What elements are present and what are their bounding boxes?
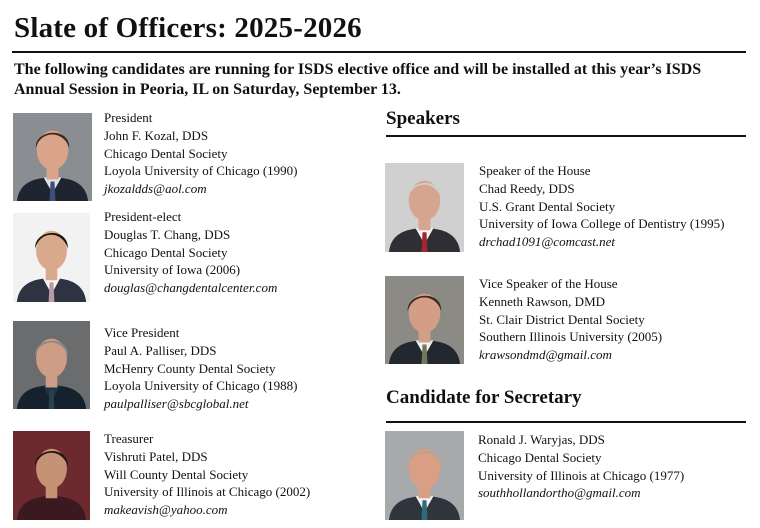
officer-school: University of Iowa (2006)	[104, 262, 241, 278]
officer-role: President	[104, 110, 153, 125]
speakers-rule	[386, 135, 746, 137]
officer-email[interactable]: douglas@changdentalcenter.com	[104, 280, 278, 296]
speaker-role: Speaker of the House	[479, 163, 591, 178]
photo-tie	[422, 232, 428, 252]
officer-card	[104, 324, 298, 413]
speaker-email[interactable]: drchad1091@comcast.net	[479, 234, 616, 250]
photo-tie	[49, 500, 55, 520]
portrait-photo	[13, 213, 90, 302]
speaker-society: St. Clair District Dental Society	[479, 311, 645, 327]
speaker-role: Vice Speaker of the House	[479, 276, 618, 291]
speaker-school: Southern Illinois University (2005)	[479, 329, 663, 345]
title-rule	[12, 51, 746, 53]
speaker-name: Kenneth Rawson, DMD	[479, 293, 606, 309]
portrait-photo	[13, 431, 90, 520]
speaker-card	[479, 275, 662, 364]
photo-tie	[422, 344, 428, 364]
officer-role: Treasurer	[104, 431, 154, 446]
intro-text: The following candidates are running for ISDS elective office and will be installed at this year’s ISDS Annual Session in Peoria, IL on Saturday, September 13.	[14, 61, 702, 98]
portrait-photo	[385, 431, 464, 520]
officer-society: Chicago Dental Society	[104, 145, 228, 161]
speaker-school: University of Iowa College of Dentistry (1995)	[479, 216, 725, 232]
portrait-photo	[13, 113, 92, 201]
officer-email[interactable]: paulpalliser@sbcglobal.net	[104, 396, 249, 412]
officer-school: Loyola University of Chicago (1988)	[104, 378, 298, 394]
officer-role: Vice President	[104, 325, 180, 340]
speaker-card	[479, 162, 725, 251]
photo-tie	[49, 389, 55, 409]
secretary-email[interactable]: southhollandortho@gmail.com	[478, 485, 641, 501]
officer-email[interactable]: jkozaldds@aol.com	[104, 181, 207, 197]
officer-school: Loyola University of Chicago (1990)	[104, 163, 298, 179]
speaker-name: Chad Reedy, DDS	[479, 180, 575, 196]
officer-email[interactable]: makeavish@yahoo.com	[104, 502, 228, 518]
secretary-name: Ronald J. Waryjas, DDS	[478, 432, 605, 447]
secretary-card	[478, 431, 684, 502]
photo-tie	[422, 500, 428, 520]
officer-name: Paul A. Palliser, DDS	[104, 342, 217, 358]
portrait-photo	[13, 321, 90, 409]
photo-tie	[49, 282, 55, 302]
officer-role: President-elect	[104, 209, 182, 224]
officer-society: McHenry County Dental Society	[104, 360, 276, 376]
speaker-society: U.S. Grant Dental Society	[479, 198, 616, 214]
officer-card	[104, 430, 310, 519]
photo-tie	[50, 181, 56, 201]
secretary-heading: Candidate for Secretary	[386, 387, 582, 408]
officer-name: Douglas T. Chang, DDS	[104, 226, 231, 242]
officer-name: John F. Kozal, DDS	[104, 127, 209, 143]
officer-society: Will County Dental Society	[104, 466, 249, 482]
officer-card	[104, 208, 277, 297]
portrait-photo	[385, 163, 464, 252]
page-title: Slate of Officers: 2025-2026	[14, 12, 362, 44]
officer-name: Vishruti Patel, DDS	[104, 448, 208, 464]
officer-school: University of Illinois at Chicago (2002)	[104, 484, 311, 500]
secretary-rule	[386, 421, 746, 423]
officer-card	[104, 109, 298, 198]
officer-society: Chicago Dental Society	[104, 244, 228, 260]
speakers-heading: Speakers	[386, 108, 460, 129]
secretary-school: University of Illinois at Chicago (1977)	[478, 467, 685, 483]
speaker-email[interactable]: krawsondmd@gmail.com	[479, 347, 612, 363]
portrait-photo	[385, 276, 464, 364]
secretary-society: Chicago Dental Society	[478, 449, 602, 465]
